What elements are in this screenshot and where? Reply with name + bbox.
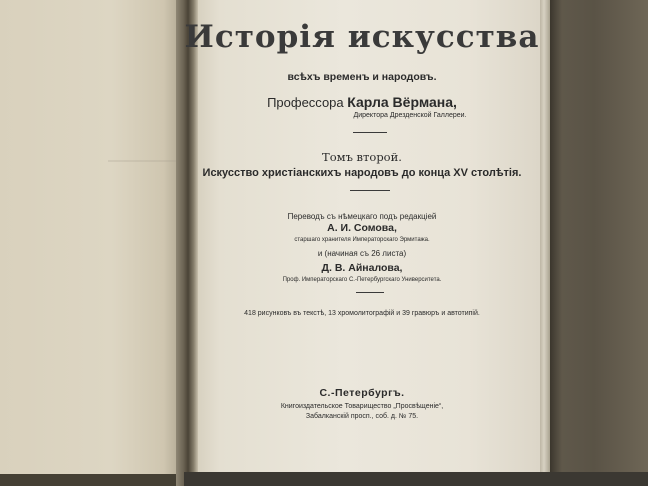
editor-1-title: старшаго хранителя Императорскаго Эрмитажа.	[294, 237, 430, 243]
translation-note: Переводъ съ нѣмецкаго подъ редакціей	[287, 212, 437, 221]
editor-2-name: Д. В. Айналова,	[321, 262, 403, 274]
author-prefix: Профессора	[267, 95, 344, 110]
divider-1	[353, 132, 387, 133]
left-page	[0, 0, 186, 486]
volume-number: Томъ второй.	[322, 150, 402, 164]
editor-1-name: А. И. Сомова,	[327, 222, 397, 234]
continuation-note: и (начиная съ 26 листа)	[317, 249, 407, 258]
publication-city: С.-Петербургъ.	[319, 387, 405, 399]
author-title: Директора Дрезденской Галлереи.	[353, 112, 467, 119]
book-subtitle: всѣхъ временъ и народовъ.	[287, 71, 437, 83]
page-edges	[540, 0, 550, 474]
publisher-address: Забалканскій просп., соб. д. № 75.	[305, 413, 419, 420]
bleed-through-line	[108, 160, 178, 162]
divider-2	[350, 190, 390, 191]
author-line	[184, 94, 540, 111]
illustrations-note: 418 рисунковъ въ текстѣ, 13 хромолитографій и 39 гравюръ и автотипій.	[244, 310, 480, 317]
page-bottom-edge	[184, 472, 648, 486]
divider-3	[356, 292, 384, 293]
volume-title: Искусство христіанскихъ народовъ до конца XV столѣтія.	[202, 167, 522, 179]
bleed-through-text	[104, 138, 184, 198]
author-name: Карла Вёрмана,	[347, 94, 457, 110]
editor-2-title: Проф. Императорскаго С.-Петербургскаго Университета.	[282, 277, 442, 283]
backdrop	[550, 0, 648, 486]
publisher: Книгоиздательское Товарищество „Просвѣщеніе“,	[280, 403, 444, 410]
backdrop-shadow	[550, 0, 562, 486]
book-title: Исторія искусства	[184, 19, 540, 55]
